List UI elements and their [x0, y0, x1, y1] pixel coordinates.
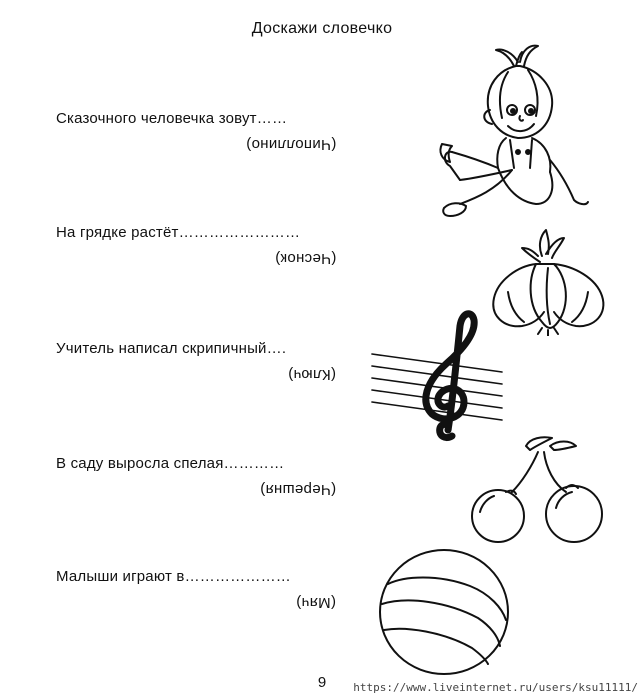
- riddle-answer-upside-down: (Черешня): [259, 481, 336, 498]
- riddle-answer-upside-down: (Ключ): [287, 366, 336, 383]
- ball-picture: [374, 546, 514, 676]
- riddle-answer-upside-down: (Чиполлино): [245, 136, 336, 153]
- riddle-text: Сказочного человечка зовут……: [56, 110, 288, 127]
- riddle-text: В саду выросла спелая…………: [56, 455, 285, 472]
- treble-clef-picture: [368, 306, 504, 442]
- riddle-answer-upside-down: (Мяч): [296, 594, 336, 611]
- watermark-url[interactable]: https://www.liveinternet.ru/users/ksu11111/: [353, 681, 638, 694]
- riddle-text: Учитель написал скрипичный….: [56, 340, 287, 357]
- garlic-picture: [488, 226, 610, 336]
- riddle-text: Малыши играют в…………………: [56, 568, 291, 585]
- page-number: 9: [317, 674, 327, 691]
- cherries-picture: [466, 436, 614, 546]
- riddle-text: На грядке растёт……………………: [56, 224, 301, 241]
- page-title: Доскажи словечко: [251, 20, 393, 37]
- riddle-answer-upside-down: (Чеснок): [274, 250, 336, 267]
- cipollino-picture: [436, 40, 596, 225]
